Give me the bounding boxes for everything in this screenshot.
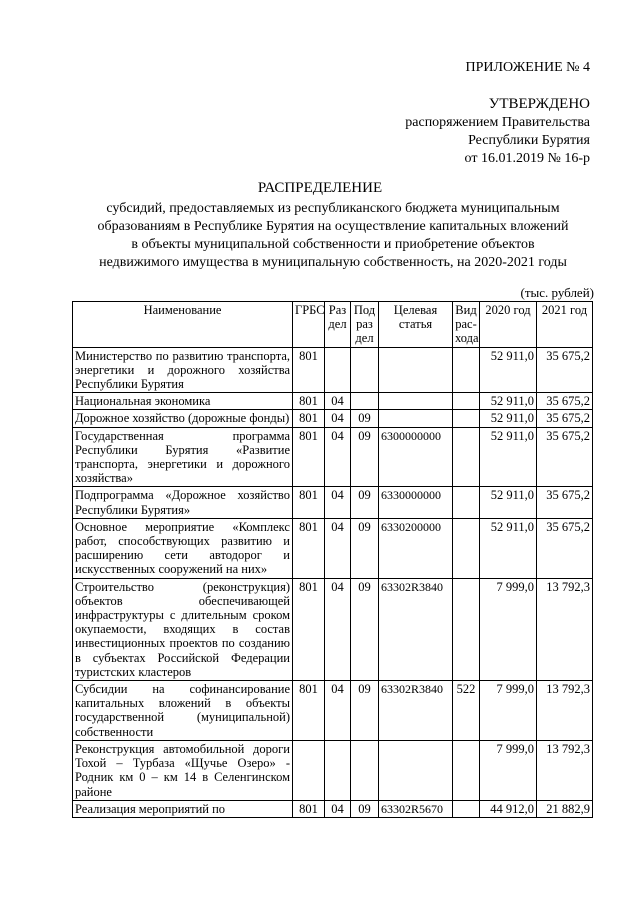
cell-razdel: 04 <box>325 800 351 817</box>
cell-target: 6330200000 <box>379 518 453 578</box>
table-row <box>73 681 593 741</box>
table-row <box>73 740 593 800</box>
cell-podrazdel: 09 <box>351 578 379 680</box>
cell-podrazdel: 09 <box>351 487 379 518</box>
cell-grbs: 801 <box>293 410 325 427</box>
cell-vid <box>453 518 480 578</box>
cell-grbs: 801 <box>293 347 325 393</box>
cell-name: Государственная программа Республики Бурятия «Развитие транспорта, энергетики и дорожного хозяйства» <box>73 427 293 487</box>
cell-2021: 21 882,9 <box>537 800 593 817</box>
cell-razdel: 04 <box>325 681 351 741</box>
cell-vid <box>453 578 480 680</box>
cell-vid <box>453 410 480 427</box>
cell-vid <box>453 347 480 393</box>
cell-name: Подпрограмма «Дорожное хозяйство Республики Бурятия» <box>73 487 293 518</box>
cell-name: Реализация мероприятий по <box>73 800 293 817</box>
units-label: (тыс. рублей) <box>520 285 594 300</box>
cell-2021: 35 675,2 <box>537 347 593 393</box>
cell-target: 63302R5670 <box>379 800 453 817</box>
cell-name: Дорожное хозяйство (дорожные фонды) <box>73 410 293 427</box>
cell-2021: 35 675,2 <box>537 410 593 427</box>
cell-2020: 52 911,0 <box>480 410 537 427</box>
cell-2020: 7 999,0 <box>480 740 537 800</box>
cell-podrazdel: 09 <box>351 518 379 578</box>
cell-2021: 35 675,2 <box>537 487 593 518</box>
cell-razdel: 04 <box>325 518 351 578</box>
cell-target <box>379 410 453 427</box>
cell-2020: 52 911,0 <box>480 427 537 487</box>
cell-name: Субсидии на софинансирование капитальных вложений в объекты государственной (муниципальной) собственности <box>73 681 293 741</box>
approved-by-line: Республики Бурятия <box>468 133 590 148</box>
table-row <box>73 518 593 578</box>
cell-2020: 7 999,0 <box>480 578 537 680</box>
document-subtitle <box>72 200 594 272</box>
cell-target: 6300000000 <box>379 427 453 487</box>
approval-block <box>405 95 590 168</box>
subtitle-line: субсидий, предоставляемых из республиканского бюджета муниципальным <box>106 201 560 216</box>
cell-grbs: 801 <box>293 681 325 741</box>
approved-by-line: распоряжением Правительства <box>405 115 590 130</box>
cell-2020: 7 999,0 <box>480 681 537 741</box>
appendix-label: ПРИЛОЖЕНИЕ № 4 <box>465 60 590 75</box>
column-header-vid: Вид рас- хода <box>453 302 480 348</box>
distribution-table <box>72 301 593 818</box>
cell-2021: 13 792,3 <box>537 740 593 800</box>
cell-target: 63302R3840 <box>379 681 453 741</box>
cell-razdel: 04 <box>325 578 351 680</box>
cell-2021: 13 792,3 <box>537 578 593 680</box>
subtitle-line: образованиям в Республике Бурятия на осуществление капитальных вложений <box>97 219 569 234</box>
cell-razdel: 04 <box>325 427 351 487</box>
cell-vid <box>453 427 480 487</box>
column-header-target: Целевая статья <box>379 302 453 348</box>
cell-name: Реконструкция автомобильной дороги Тохой – Турбаза «Щучье Озеро» - Родник км 0 – км 14 в Селенгинском районе <box>73 740 293 800</box>
cell-grbs: 801 <box>293 518 325 578</box>
cell-2021: 35 675,2 <box>537 427 593 487</box>
cell-podrazdel <box>351 393 379 410</box>
column-header-2020: 2020 год <box>480 302 537 348</box>
cell-2021: 35 675,2 <box>537 393 593 410</box>
column-header-name: Наименование <box>73 302 293 348</box>
cell-grbs: 801 <box>293 800 325 817</box>
cell-razdel: 04 <box>325 410 351 427</box>
approved-label: УТВЕРЖДЕНО <box>488 96 590 112</box>
cell-podrazdel <box>351 347 379 393</box>
cell-podrazdel: 09 <box>351 427 379 487</box>
table-row <box>73 427 593 487</box>
column-header-2021: 2021 год <box>537 302 593 348</box>
cell-grbs: 801 <box>293 578 325 680</box>
cell-grbs: 801 <box>293 487 325 518</box>
cell-2021: 35 675,2 <box>537 518 593 578</box>
cell-name: Министерство по развитию транспорта, энергетики и дорожного хозяйства Республики Бурятия <box>73 347 293 393</box>
cell-target <box>379 393 453 410</box>
column-header-razdel: Раз дел <box>325 302 351 348</box>
cell-vid <box>453 393 480 410</box>
cell-razdel: 04 <box>325 487 351 518</box>
table-row <box>73 800 593 817</box>
cell-target: 6330000000 <box>379 487 453 518</box>
cell-target <box>379 740 453 800</box>
cell-vid: 522 <box>453 681 480 741</box>
column-header-grbs: ГРБС <box>293 302 325 348</box>
table-row <box>73 487 593 518</box>
cell-2020: 52 911,0 <box>480 487 537 518</box>
table-row <box>73 393 593 410</box>
document-title: РАСПРЕДЕЛЕНИЕ <box>257 180 383 196</box>
cell-name: Национальная экономика <box>73 393 293 410</box>
cell-podrazdel: 09 <box>351 410 379 427</box>
cell-grbs <box>293 740 325 800</box>
table-body <box>73 347 593 817</box>
cell-razdel: 04 <box>325 393 351 410</box>
subtitle-line: недвижимого имущества в муниципальную собственность, на 2020-2021 годы <box>99 255 567 270</box>
cell-vid <box>453 740 480 800</box>
cell-2021: 13 792,3 <box>537 681 593 741</box>
cell-name: Строительство (реконструкция) объектов обеспечивающей инфраструктуры с длительным сроком окупаемости, входящих в состав инвестиционных проектов по созданию в субъектах Российской Федерации туристских кластеров <box>73 578 293 680</box>
cell-podrazdel: 09 <box>351 681 379 741</box>
cell-2020: 44 912,0 <box>480 800 537 817</box>
cell-vid <box>453 800 480 817</box>
cell-razdel <box>325 740 351 800</box>
cell-podrazdel: 09 <box>351 800 379 817</box>
cell-2020: 52 911,0 <box>480 347 537 393</box>
cell-razdel <box>325 347 351 393</box>
subtitle-line: в объекты муниципальной собственности и приобретение объектов <box>131 237 535 252</box>
cell-2020: 52 911,0 <box>480 518 537 578</box>
cell-target: 63302R3840 <box>379 578 453 680</box>
table-row <box>73 410 593 427</box>
column-header-podrazdel: Под раз дел <box>351 302 379 348</box>
cell-grbs: 801 <box>293 393 325 410</box>
table-header-row <box>73 302 593 348</box>
cell-podrazdel <box>351 740 379 800</box>
cell-name: Основное мероприятие «Комплекс работ, способствующих развитию и расширению сети автодорог и искусственных сооружений на них» <box>73 518 293 578</box>
approved-by-line: от 16.01.2019 № 16-р <box>464 151 590 166</box>
table-row <box>73 578 593 680</box>
cell-vid <box>453 487 480 518</box>
cell-2020: 52 911,0 <box>480 393 537 410</box>
cell-target <box>379 347 453 393</box>
table-row <box>73 347 593 393</box>
cell-grbs: 801 <box>293 427 325 487</box>
